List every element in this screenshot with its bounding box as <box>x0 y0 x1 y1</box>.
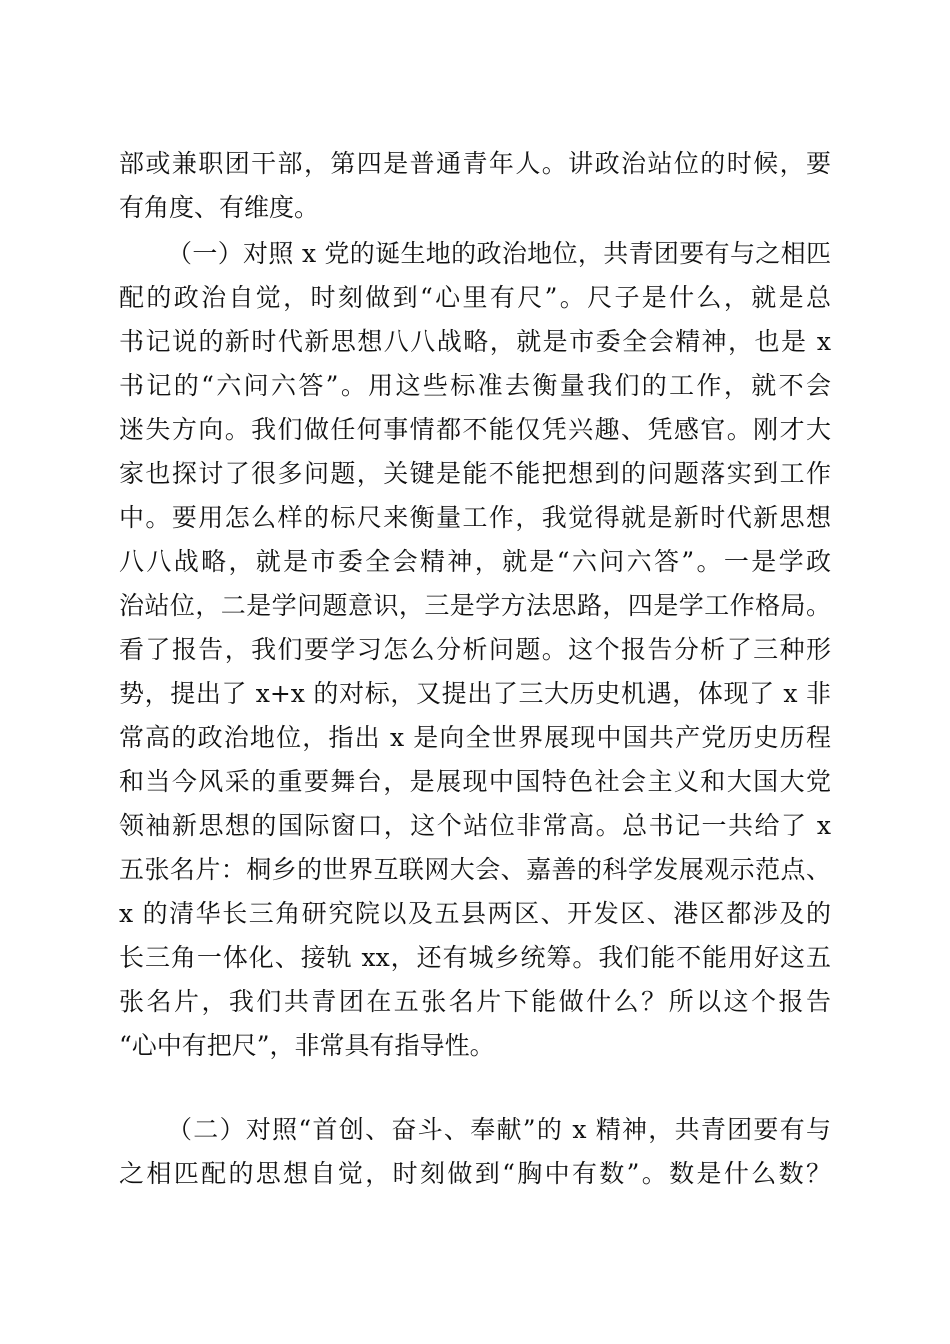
text-line: 部或兼职团干部，第四是普通青年人。讲政治站位的时候，要 <box>119 149 831 178</box>
text-line: 书记的“六问六答”。用这些标准去衡量我们的工作，就不会 <box>119 371 831 400</box>
text-line: （二）对照“首创、奋斗、奉献”的 x 精神，共青团要有与 <box>167 1115 831 1144</box>
text-line: 八八战略，就是市委全会精神，就是“六问六答”。一是学政 <box>119 547 831 576</box>
paragraph-section-one <box>119 232 831 1068</box>
text-line: 和当今风采的重要舞台，是展现中国特色社会主义和大国大党 <box>119 767 831 796</box>
text-line: 五张名片：桐乡的世界互联网大会、嘉善的科学发展观示范点、 <box>119 855 831 884</box>
text-line: 迷失方向。我们做任何事情都不能仅凭兴趣、凭感官。刚才大 <box>119 415 831 444</box>
paragraph-continuation <box>119 142 831 230</box>
text-line: 势，提出了 x+x 的对标，又提出了三大历史机遇，体现了 x 非 <box>119 679 831 708</box>
text-line: 领袖新思想的国际窗口，这个站位非常高。总书记一共给了 x <box>119 811 831 840</box>
text-line: “心中有把尺”，非常具有指导性。 <box>119 1031 495 1060</box>
text-line: 之相匹配的思想自觉，时刻做到“胸中有数”。数是什么数？ <box>119 1159 831 1188</box>
text-line: 有角度、有维度。 <box>119 193 320 222</box>
text-line: 中。要用怎么样的标尺来衡量工作，我觉得就是新时代新思想 <box>119 503 831 532</box>
text-line: 配的政治自觉，时刻做到“心里有尺”。尺子是什么，就是总 <box>119 283 831 312</box>
paragraph-section-two <box>119 1108 831 1196</box>
text-line: 长三角一体化、接轨 xx，还有城乡统筹。我们能不能用好这五 <box>119 943 831 972</box>
text-line: 常高的政治地位，指出 x 是向全世界展现中国共产党历史历程 <box>119 723 831 752</box>
text-line: 家也探讨了很多问题，关键是能不能把想到的问题落实到工作 <box>119 459 831 488</box>
text-line: 张名片，我们共青团在五张名片下能做什么？所以这个报告 <box>119 987 831 1016</box>
text-line: 看了报告，我们要学习怎么分析问题。这个报告分析了三种形 <box>119 635 831 664</box>
text-line: 书记说的新时代新思想八八战略，就是市委全会精神，也是 x <box>119 327 831 356</box>
text-line: 治站位，二是学问题意识，三是学方法思路，四是学工作格局。 <box>119 591 831 620</box>
text-line: （一）对照 x 党的诞生地的政治地位，共青团要有与之相匹 <box>167 239 831 268</box>
text-line: x 的清华长三角研究院以及五县两区、开发区、港区都涉及的 <box>119 899 831 928</box>
